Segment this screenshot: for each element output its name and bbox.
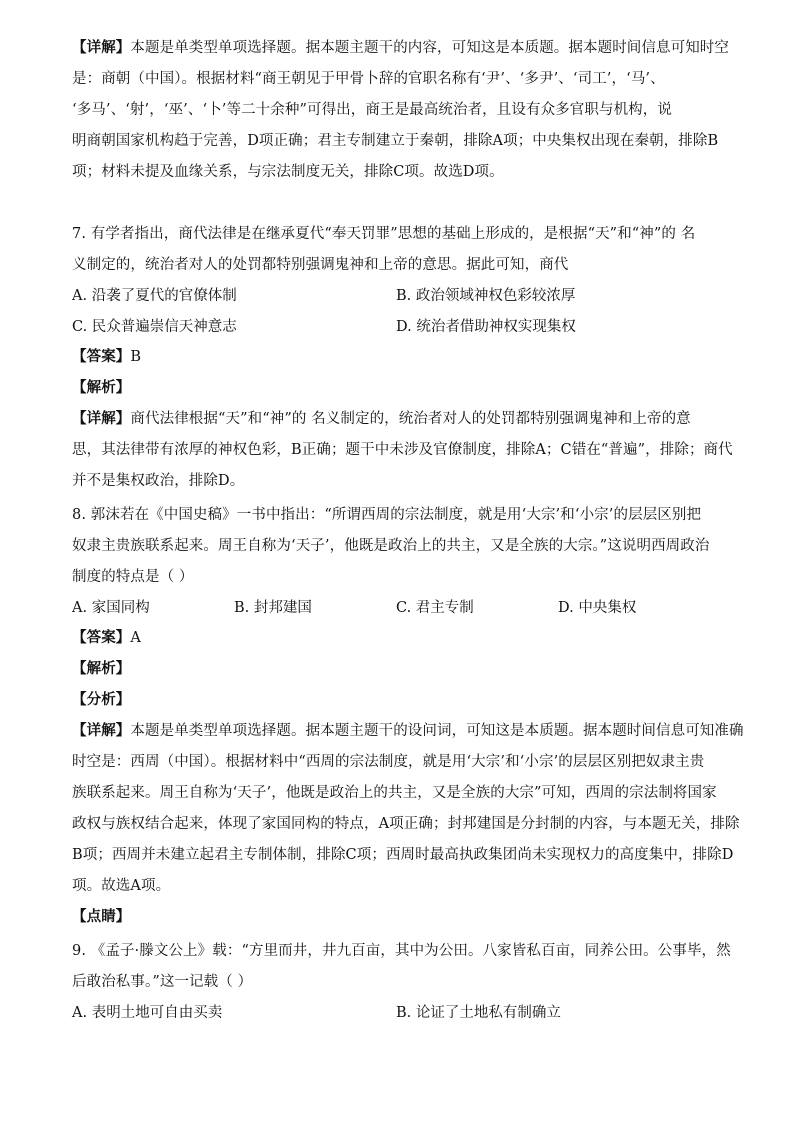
q7-explain-line-3: 并不是集权政治，排除D。 (72, 473, 245, 489)
q6-explain-line-1: 【详解】本题是单类型单项选择题。据本题主题干的内容，可知这是本质题。据本题时间信息可知时空 (72, 39, 730, 56)
q9-option-a: A. 表明土地可自由买卖 (72, 1005, 223, 1021)
q8-analysis-tag: 【解析】 (72, 660, 131, 677)
q6-explain-line-5: 项；材料未提及血缘关系，与宗法制度无关，排除C项。故选D项。 (72, 164, 504, 180)
q8-option-d: D. 中央集权 (558, 600, 637, 616)
q7-analysis-tag: 【解析】 (72, 379, 131, 396)
answer-value: A (130, 630, 141, 646)
q7-explain-line-2: 思，其法律带有浓厚的神权色彩，B正确；题干中未涉及官僚制度，排除A；C错在“普遍”，排除；商代 (72, 442, 733, 458)
q8-explain-line-6: 项。故选A项。 (72, 878, 171, 894)
explain-tag: 【详解】 (72, 410, 131, 427)
q7-stem-line-1: 7. 有学者指出，商代法律是在继承夏代“奉天罚罪”思想的基础上形成的，是根据“天”和“神”的 名 (72, 226, 696, 242)
q8-analysis2-tag: 【分析】 (72, 691, 131, 708)
q6-explain-line-4: 明商朝国家机构趋于完善，D项正确；君主专制建立于秦朝，排除A项；中央集权出现在秦朝，排除B (72, 133, 719, 149)
q8-answer (72, 628, 722, 648)
q7-option-a: A. 沿袭了夏代的官僚体制 (72, 288, 237, 304)
q8-stem-line-3: 制度的特点是（ ） (72, 569, 194, 585)
q8-stem-line-2: 奴隶主贵族联系起来。周王自称为‘天子’，他既是政治上的共主，又是全族的大宗。”这说明西周政治 (72, 538, 710, 554)
q8-option-c: C. 君主专制 (396, 600, 474, 616)
answer-tag: 【答案】 (72, 348, 131, 365)
q7-option-b: B. 政治领域神权色彩较浓厚 (396, 288, 576, 304)
q7-option-c: C. 民众普遍崇信天神意志 (72, 319, 237, 335)
q7-answer (72, 347, 722, 367)
q7-stem-line-2: 义制定的，统治者对人的处罚都特别强调鬼神和上帝的意思。据此可知，商代 (72, 257, 569, 273)
q8-option-a: A. 家国同构 (72, 600, 150, 616)
explain-tag: 【详解】 (72, 722, 131, 739)
q9-stem-line-1: 9. 《孟子·滕文公上》载：“方里而井，井九百亩，其中为公田。八家皆私百亩，同养公田。公事毕，然 (72, 943, 731, 959)
q6-explain-line-2: 是：商朝（中国）。根据材料“商王朝见于甲骨卜辞的官职名称有‘尹’、‘多尹’、‘司工’，‘马’、 (72, 71, 665, 87)
answer-value: B (130, 349, 142, 365)
q7-option-d: D. 统治者借助神权实现集权 (396, 319, 576, 335)
q8-stem-line-1: 8. 郭沫若在《中国史稿》一书中指出：“所谓西周的宗法制度，就是用‘大宗’和‘小宗’的层层区别把 (72, 507, 702, 523)
q8-comment-tag: 【点睛】 (72, 908, 131, 925)
q6-explain-line-3: ‘多马’、‘射’，‘巫’、‘卜’等二十余种”可得出，商王是最高统治者，且设有众多官职与机构，说 (72, 102, 672, 118)
q7-explain-line-1: 【详解】商代法律根据“天”和“神”的 名义制定的，统治者对人的处罚都特别强调鬼神和上帝的意 (72, 410, 691, 427)
q8-explain-line-5: B项；西周并未建立起君主专制体制，排除C项；西周时最高执政集团尚未实现权力的高度集中，排除D (72, 847, 734, 863)
q8-explain-line-1: 【详解】本题是单类型单项选择题。据本题主题干的设问词，可知这是本质题。据本题时间信息可知准确 (72, 722, 744, 739)
answer-tag: 【答案】 (72, 629, 131, 646)
q8-explain-line-4: 政权与族权结合起来，体现了家国同构的特点，A项正确；封邦建国是分封制的内容，与本题无关，排除 (72, 816, 740, 832)
q8-explain-line-3: 族联系起来。周王自称为‘天子’，他既是政治上的共主，又是全族的大宗”可知，西周的宗法制将国家 (72, 785, 717, 801)
explain-tag: 【详解】 (72, 39, 131, 56)
q9-stem-line-2: 后敢治私事。”这一记载（ ） (72, 974, 253, 990)
q8-explain-line-2: 时空是：西周（中国）。根据材料中“西周的宗法制度，就是用‘大宗’和‘小宗’的层层区别把奴隶主贵 (72, 754, 705, 770)
q8-option-b: B. 封邦建国 (234, 600, 312, 616)
q9-option-b: B. 论证了土地私有制确立 (396, 1005, 561, 1021)
